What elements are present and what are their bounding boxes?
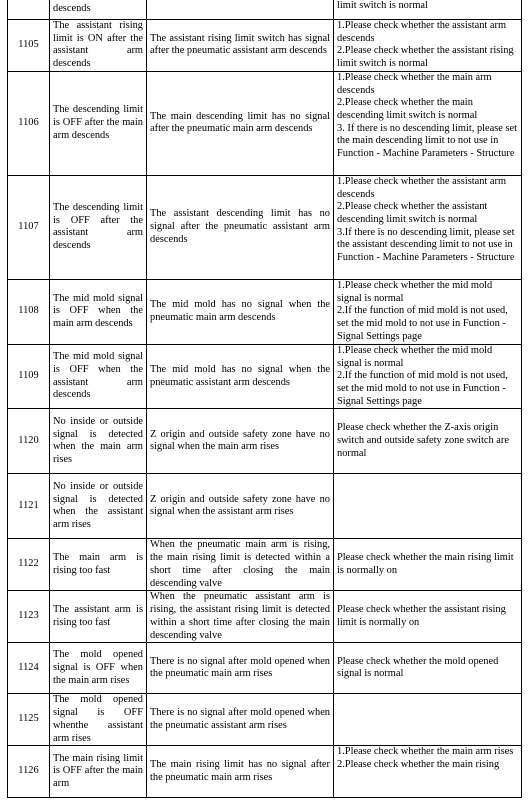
solution-cell xyxy=(334,0,522,20)
alarm-description-cell: When the pneumatic main arm is rising, the main rising limit is detected within a short time after closing the main descending valve xyxy=(147,539,334,591)
error-code-cell: 1109 xyxy=(8,344,50,409)
alarm-description-cell: There is no signal after mold opened when the pneumatic assistant arm rises xyxy=(147,694,334,746)
error-code-cell: 1126 xyxy=(8,746,50,798)
solution-cell xyxy=(334,694,522,746)
solution-line: 3. If there is no descending limit, please set the main descending limit to not use in Function - Machine Parameters - Structure xyxy=(337,122,518,160)
alarm-condition-cell: No inside or outside signal is detected when the main arm rises xyxy=(50,409,147,474)
solution-line: 1.Please check whether the assistant arm descends xyxy=(337,20,507,44)
table-row xyxy=(8,746,522,798)
alarm-condition-cell: The mid mold signal is OFF when the assistant arm descends xyxy=(50,344,147,409)
table-row xyxy=(8,694,522,746)
solution-line: 3.If there is no descending limit, please set the assistant descending limit to not use in Function - Machine Parameters - Structure xyxy=(337,226,515,264)
table-row xyxy=(8,643,522,694)
solution-line: 2.Please check whether the assistant rising limit switch is normal xyxy=(337,45,514,70)
error-code-cell xyxy=(8,0,50,20)
alarm-condition-cell: descends xyxy=(50,0,147,20)
error-code-cell: 1123 xyxy=(8,591,50,643)
table-row xyxy=(8,20,522,72)
solution-line: Please check whether the main rising limit is normally on xyxy=(337,552,514,576)
solution-line: 1.Please check whether the main arm descends xyxy=(337,71,492,96)
solution-line: Please check whether the assistant rising limit is normally on xyxy=(337,604,506,628)
solution-cell xyxy=(334,344,522,409)
solution-line: 2.Please check whether the main rising xyxy=(337,759,500,771)
table-row xyxy=(8,279,522,344)
table-row xyxy=(8,71,522,175)
alarm-condition-cell: The descending limit is OFF after the main arm descends xyxy=(50,71,147,175)
error-code-cell: 1106 xyxy=(8,71,50,175)
solution-line: 1.Please check whether the mid mold signal is normal xyxy=(337,344,493,369)
alarm-condition-cell: The assistant rising limit is ON after the assistant arm descends xyxy=(50,20,147,72)
solution-cell xyxy=(334,539,522,591)
alarm-condition-cell: The descending limit is OFF after the assistant arm descends xyxy=(50,175,147,279)
error-code-cell: 1108 xyxy=(8,279,50,344)
solution-cell xyxy=(334,591,522,643)
table-row xyxy=(8,175,522,279)
alarm-table-body xyxy=(8,0,522,798)
solution-line: limit switch is normal xyxy=(337,0,428,11)
alarm-condition-cell: The mid mold signal is OFF when the main arm descends xyxy=(50,279,147,344)
alarm-description-cell: The assistant descending limit has no signal after the pneumatic assistant arm descends xyxy=(147,175,334,279)
solution-line: 1.Please check whether the main arm rises xyxy=(337,746,514,758)
error-code-cell: 1122 xyxy=(8,539,50,591)
alarm-condition-cell: The assistant arm is rising too fast xyxy=(50,591,147,643)
solution-line: 2.If the function of mid mold is not used, set the mid mold to not use in Function - Signal Settings page xyxy=(337,370,508,407)
table-row xyxy=(8,591,522,643)
solution-line: 2.Please check whether the assistant descending limit switch is normal xyxy=(337,201,488,225)
error-code-cell: 1107 xyxy=(8,175,50,279)
alarm-condition-cell: The main rising limit is OFF after the main arm xyxy=(50,746,147,798)
alarm-table xyxy=(7,0,522,798)
alarm-description-cell: The main rising limit has no signal after the pneumatic main arm rises xyxy=(147,746,334,798)
alarm-description-cell: The assistant rising limit switch has signal after the pneumatic assistant arm descends xyxy=(147,20,334,72)
solution-cell xyxy=(334,71,522,175)
alarm-description-cell: The mid mold has no signal when the pneumatic assistant arm descends xyxy=(147,344,334,409)
table-row xyxy=(8,409,522,474)
solution-cell xyxy=(334,409,522,474)
solution-cell xyxy=(334,746,522,798)
error-code-cell: 1124 xyxy=(8,643,50,694)
document-page xyxy=(7,0,521,798)
solution-line: Please check whether the mold opened signal is normal xyxy=(337,655,499,680)
alarm-description-cell: Z origin and outside safety zone have no signal when the assistant arm rises xyxy=(147,474,334,539)
table-row xyxy=(8,474,522,539)
solution-cell xyxy=(334,20,522,72)
error-code-cell: 1125 xyxy=(8,694,50,746)
table-row xyxy=(8,0,522,20)
error-code-cell: 1120 xyxy=(8,409,50,474)
solution-line: 1.Please check whether the mid mold signal is normal xyxy=(337,279,493,304)
solution-line: 2.Please check whether the main descending limit switch is normal xyxy=(337,97,478,121)
alarm-description-cell: The main descending limit has no signal after the pneumatic main arm descends xyxy=(147,71,334,175)
solution-line: 2.If the function of mid mold is not used, set the mid mold to not use in Function - Signal Settings page xyxy=(337,305,508,342)
solution-cell xyxy=(334,279,522,344)
table-row xyxy=(8,539,522,591)
alarm-description-cell xyxy=(147,0,334,20)
table-row xyxy=(8,344,522,409)
solution-line: 1.Please check whether the assistant arm descends xyxy=(337,175,507,200)
error-code-cell: 1121 xyxy=(8,474,50,539)
alarm-condition-cell: No inside or outside signal is detected when the assistant arm rises xyxy=(50,474,147,539)
solution-cell xyxy=(334,175,522,279)
alarm-description-cell: There is no signal after mold opened when the pneumatic main arm rises xyxy=(147,643,334,694)
alarm-description-cell: Z origin and outside safety zone have no signal when the main arm rises xyxy=(147,409,334,474)
alarm-description-cell: When the pneumatic assistant arm is rising, the assistant rising limit is detected within a short time after closing the main descending valve xyxy=(147,591,334,643)
alarm-description-cell: The mid mold has no signal when the pneumatic main arm descends xyxy=(147,279,334,344)
solution-line: Please check whether the Z-axis origin switch and outside safety zone switch are normal xyxy=(337,422,509,459)
error-code-cell: 1105 xyxy=(8,20,50,72)
alarm-condition-cell: The mold opened signal is OFF whenthe assistant arm rises xyxy=(50,694,147,746)
solution-cell xyxy=(334,474,522,539)
alarm-condition-cell: The mold opened signal is OFF when the main arm rises xyxy=(50,643,147,694)
alarm-condition-cell: The main arm is rising too fast xyxy=(50,539,147,591)
solution-cell xyxy=(334,643,522,694)
